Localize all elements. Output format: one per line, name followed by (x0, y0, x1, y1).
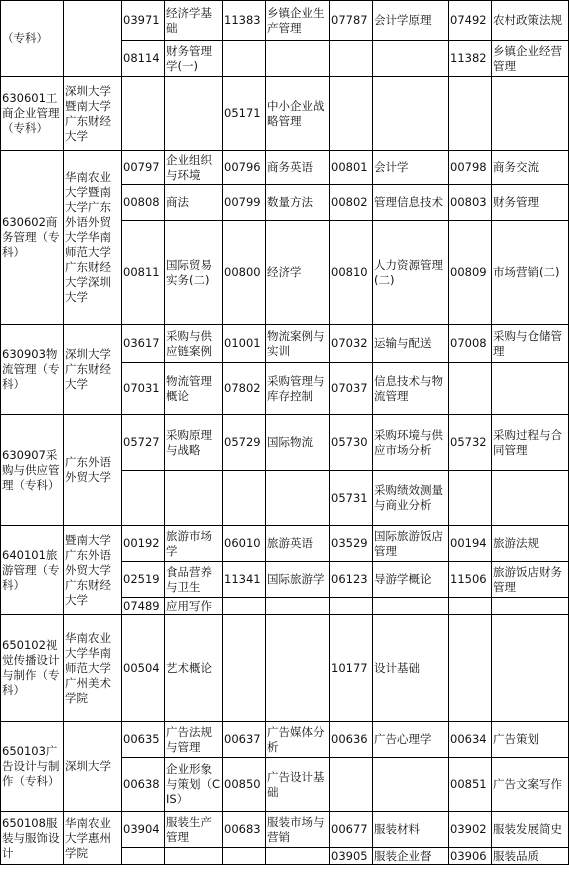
course-code-cell: 07008 (449, 325, 492, 363)
course-name-cell (373, 758, 449, 812)
course-code-cell (330, 598, 373, 615)
course-code-cell: 00636 (330, 722, 373, 758)
course-code-cell: 00803 (449, 185, 492, 221)
course-code-cell: 06123 (330, 562, 373, 598)
course-name-cell: 广告心理学 (373, 722, 449, 758)
course-name-cell: 乡镇企业生产管理 (266, 1, 330, 41)
course-code-cell: 00799 (223, 185, 266, 221)
school-cell: 华南农业大学暨南大学广东外语外贸大学华南师范大学广东财经大学深圳大学 (64, 151, 122, 325)
course-name-cell: 会计学 (373, 151, 449, 185)
major-cell: 650103广告设计与制作（专科） (1, 722, 64, 812)
course-code-cell: 07031 (122, 363, 165, 415)
course-name-cell: 旅游法规 (492, 526, 569, 562)
major-cell: 630907采购与供应管理（专科） (1, 415, 64, 526)
course-code-cell (223, 598, 266, 615)
course-code-cell: 00810 (330, 221, 373, 325)
course-name-cell: 会计学原理 (373, 1, 449, 41)
course-code-cell: 07489 (122, 598, 165, 615)
course-code-cell: 05729 (223, 415, 266, 471)
course-name-cell: 人力资源管理(二) (373, 221, 449, 325)
course-code-cell: 07032 (330, 325, 373, 363)
course-name-cell: 广告法规与管理 (165, 722, 223, 758)
table-row (1, 615, 569, 722)
course-code-cell: 05731 (330, 471, 373, 526)
course-name-cell: 采购与仓储管理 (492, 325, 569, 363)
course-name-cell: 企业组织与环境 (165, 151, 223, 185)
table-row (1, 325, 569, 363)
course-code-cell (223, 615, 266, 722)
course-code-cell: 07037 (330, 363, 373, 415)
table-row (1, 151, 569, 185)
course-code-cell (122, 848, 165, 865)
course-code-cell: 00504 (122, 615, 165, 722)
course-code-cell: 00637 (223, 722, 266, 758)
school-cell: 广东外语外贸大学 (64, 415, 122, 526)
course-code-cell: 00798 (449, 151, 492, 185)
table-row (1, 526, 569, 562)
course-name-cell (266, 471, 330, 526)
course-code-cell: 00677 (330, 812, 373, 848)
course-code-cell: 00808 (122, 185, 165, 221)
course-name-cell: 中小企业战略管理 (266, 77, 330, 151)
school-cell: 华南农业大学惠州学院 (64, 812, 122, 865)
course-name-cell (492, 615, 569, 722)
course-code-cell: 02519 (122, 562, 165, 598)
course-name-cell: 采购过程与合同管理 (492, 415, 569, 471)
course-code-cell: 00811 (122, 221, 165, 325)
course-name-cell: 市场营销(二) (492, 221, 569, 325)
major-cell: 640101旅游管理（专科） (1, 526, 64, 615)
major-cell: 650108服装与服饰设计 (1, 812, 64, 865)
course-name-cell (373, 41, 449, 77)
course-code-cell (122, 471, 165, 526)
course-name-cell: 服装材料 (373, 812, 449, 848)
course-name-cell: 国际贸易实务(二) (165, 221, 223, 325)
course-name-cell: 旅游英语 (266, 526, 330, 562)
course-code-cell: 05730 (330, 415, 373, 471)
course-name-cell (492, 598, 569, 615)
school-cell: 暨南大学广东外语外贸大学广东财经大学 (64, 526, 122, 615)
course-name-cell (165, 77, 223, 151)
course-name-cell: 广告策划 (492, 722, 569, 758)
course-code-cell: 00634 (449, 722, 492, 758)
course-code-cell: 00800 (223, 221, 266, 325)
course-name-cell: 广告文案写作 (492, 758, 569, 812)
course-name-cell: 经济学 (266, 221, 330, 325)
course-code-cell: 03971 (122, 1, 165, 41)
course-code-cell: 05727 (122, 415, 165, 471)
course-name-cell (373, 77, 449, 151)
course-name-cell: 采购与供应链案例 (165, 325, 223, 363)
course-name-cell: 运输与配送 (373, 325, 449, 363)
table-row (1, 77, 569, 151)
course-name-cell: 商法 (165, 185, 223, 221)
course-code-cell: 05171 (223, 77, 266, 151)
course-name-cell: 采购绩效测量与商业分析 (373, 471, 449, 526)
major-cell: 630602商务管理（专科） (1, 151, 64, 325)
course-name-cell: 导游学概论 (373, 562, 449, 598)
course-name-cell: 企业形象与策划（CIS） (165, 758, 223, 812)
course-name-cell: 设计基础 (373, 615, 449, 722)
course-name-cell (492, 471, 569, 526)
course-code-cell: 03529 (330, 526, 373, 562)
major-cell: 650102视觉传播设计与制作（专科） (1, 615, 64, 722)
course-name-cell: 旅游市场学 (165, 526, 223, 562)
table-row (1, 812, 569, 848)
course-code-cell: 07802 (223, 363, 266, 415)
course-code-cell (330, 758, 373, 812)
course-code-cell: 00683 (223, 812, 266, 848)
course-name-cell: 农村政策法规 (492, 1, 569, 41)
course-name-cell: 管理信息技术 (373, 185, 449, 221)
course-name-cell: 采购原理与战略 (165, 415, 223, 471)
course-name-cell (266, 848, 330, 865)
major-cell: （专科） (1, 1, 64, 77)
course-name-cell: 财务管理 (492, 185, 569, 221)
school-cell: 深圳大学广东财经大学 (64, 325, 122, 415)
course-name-cell: 服装发展简史 (492, 812, 569, 848)
school-cell (64, 1, 122, 77)
course-name-cell: 采购管理与库存控制 (266, 363, 330, 415)
course-code-cell: 00192 (122, 526, 165, 562)
course-name-cell (266, 598, 330, 615)
course-code-cell (330, 41, 373, 77)
course-code-cell: 11506 (449, 562, 492, 598)
table-row (1, 1, 569, 41)
course-code-cell (449, 615, 492, 722)
course-name-cell (373, 598, 449, 615)
major-cell: 630601工商企业管理（专科） (1, 77, 64, 151)
course-code-cell: 00802 (330, 185, 373, 221)
course-code-cell: 00638 (122, 758, 165, 812)
course-name-cell: 信息技术与物流管理 (373, 363, 449, 415)
school-cell: 深圳大学 (64, 722, 122, 812)
course-code-cell: 11382 (449, 41, 492, 77)
course-name-cell: 艺术概论 (165, 615, 223, 722)
course-name-cell: 物流管理概论 (165, 363, 223, 415)
course-name-cell: 服装生产管理 (165, 812, 223, 848)
course-code-cell: 03902 (449, 812, 492, 848)
course-code-cell: 00809 (449, 221, 492, 325)
course-name-cell: 服装市场与营销 (266, 812, 330, 848)
course-name-cell: 广告媒体分析 (266, 722, 330, 758)
course-name-cell: 财务管理学(一) (165, 41, 223, 77)
course-code-cell: 00635 (122, 722, 165, 758)
course-code-cell (449, 363, 492, 415)
table-row (1, 722, 569, 758)
course-name-cell (266, 615, 330, 722)
course-code-cell: 00801 (330, 151, 373, 185)
course-code-cell: 01001 (223, 325, 266, 363)
course-code-cell (330, 77, 373, 151)
course-code-cell (449, 471, 492, 526)
course-code-cell (223, 41, 266, 77)
course-name-cell (165, 471, 223, 526)
table-row (1, 415, 569, 471)
course-name-cell: 国际旅游饭店管理 (373, 526, 449, 562)
course-code-cell: 10177 (330, 615, 373, 722)
school-cell: 深圳大学暨南大学广东财经大学 (64, 77, 122, 151)
course-code-cell: 07492 (449, 1, 492, 41)
course-name-cell: 国际旅游学 (266, 562, 330, 598)
course-code-cell: 11341 (223, 562, 266, 598)
course-code-cell: 00796 (223, 151, 266, 185)
course-name-cell: 数量方法 (266, 185, 330, 221)
course-code-cell: 03617 (122, 325, 165, 363)
course-code-cell: 03904 (122, 812, 165, 848)
course-code-cell: 06010 (223, 526, 266, 562)
course-code-cell: 05732 (449, 415, 492, 471)
course-name-cell: 国际物流 (266, 415, 330, 471)
course-code-cell (449, 598, 492, 615)
course-name-cell: 采购环境与供应市场分析 (373, 415, 449, 471)
course-name-cell: 物流案例与实训 (266, 325, 330, 363)
course-name-cell (266, 41, 330, 77)
course-name-cell (165, 848, 223, 865)
course-code-cell (122, 77, 165, 151)
major-cell: 630903物流管理（专科） (1, 325, 64, 415)
course-name-cell: 商务交流 (492, 151, 569, 185)
course-name-cell (492, 77, 569, 151)
course-name-cell: 广告设计基础 (266, 758, 330, 812)
course-code-cell (223, 471, 266, 526)
course-code-cell (223, 848, 266, 865)
course-code-cell: 00797 (122, 151, 165, 185)
course-code-cell: 07787 (330, 1, 373, 41)
course-name-cell (492, 363, 569, 415)
course-code-cell: 00194 (449, 526, 492, 562)
course-name-cell: 商务英语 (266, 151, 330, 185)
course-code-cell: 03905 (330, 848, 373, 865)
course-code-cell: 00850 (223, 758, 266, 812)
course-name-cell: 经济学基础 (165, 1, 223, 41)
course-code-cell: 11383 (223, 1, 266, 41)
course-name-cell: 食品营养与卫生 (165, 562, 223, 598)
course-code-cell (449, 77, 492, 151)
course-code-cell: 08114 (122, 41, 165, 77)
table-body (1, 1, 569, 865)
course-code-cell: 00851 (449, 758, 492, 812)
course-name-cell: 服装品质 (492, 848, 569, 865)
school-cell: 华南农业大学华南师范大学广州美术学院 (64, 615, 122, 722)
course-name-cell: 服装企业督 (373, 848, 449, 865)
course-code-cell: 03906 (449, 848, 492, 865)
course-name-cell: 乡镇企业经营管理 (492, 41, 569, 77)
course-name-cell: 应用写作 (165, 598, 223, 615)
course-name-cell: 旅游饭店财务管理 (492, 562, 569, 598)
